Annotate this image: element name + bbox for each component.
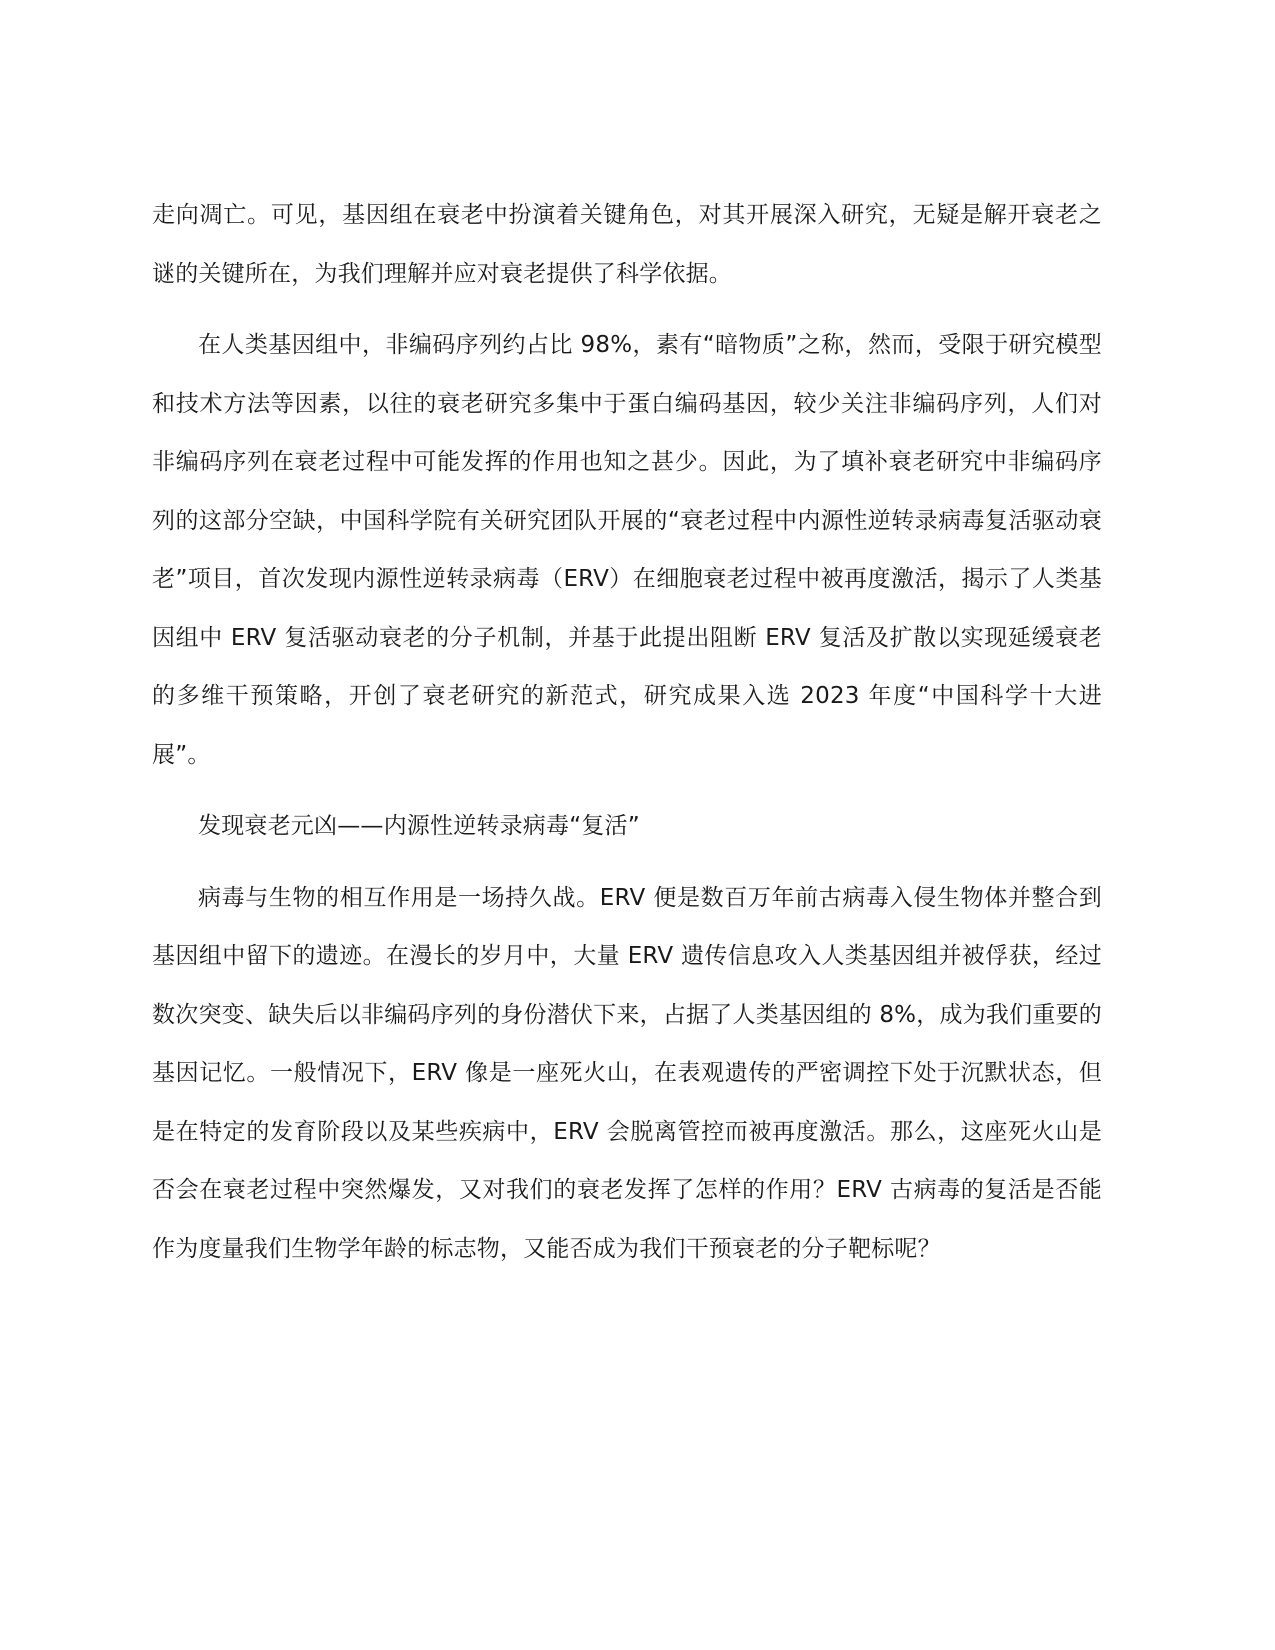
paragraph-aging-conclusion: 走向凋亡。可见，基因组在衰老中扮演着关键角色，对其开展深入研究，无疑是解开衰老之谜的关键所在，为我们理解并应对衰老提供了科学依据。	[152, 202, 1102, 287]
document-body	[152, 186, 1102, 1278]
paragraph-spacer	[152, 856, 1102, 869]
paragraph-spacer	[152, 784, 1102, 797]
paragraph-erv-virus: 病毒与生物的相互作用是一场持久战。ERV 便是数百万年前古病毒入侵生物体并整合到基因组中留下的遗迹。在漫长的岁月中，大量 ERV 遗传信息攻入人类基因组并被俘获，经过数次突变、缺失后以非编码序列的身份潜伏下来，占据了人类基因组的 8%，成为我们重要的基因记忆。一般情况下，ERV 像是一座死火山，在表观遗传的严密调控下处于沉默状态，但是在特定的发育阶段以及某些疾病中，ERV 会脱离管控而被再度激活。那么，这座死火山是否会在衰老过程中突然爆发，又对我们的衰老发挥了怎样的作用？ERV 古病毒的复活是否能作为度量我们生物学年龄的标志物，又能否成为我们干预衰老的分子靶标呢？	[152, 884, 1102, 1262]
paragraph-spacer	[152, 303, 1102, 316]
paragraph-noncoding-research: 在人类基因组中，非编码序列约占比 98%，素有“暗物质”之称，然而，受限于研究模型和技术方法等因素，以往的衰老研究多集中于蛋白编码基因，较少关注非编码序列，人们对非编码序列在衰老过程中可能发挥的作用也知之甚少。因此，为了填补衰老研究中非编码序列的这部分空缺，中国科学院有关研究团队开展的“衰老过程中内源性逆转录病毒复活驱动衰老”项目，首次发现内源性逆转录病毒（ERV）在细胞衰老过程中被再度激活，揭示了人类基因组中 ERV 复活驱动衰老的分子机制，并基于此提出阻断 ERV 复活及扩散以实现延缓衰老的多维干预策略，开创了衰老研究的新范式，研究成果入选 2023 年度“中国科学十大进展”。	[152, 332, 1102, 768]
section-heading: 发现衰老元凶——内源性逆转录病毒“复活”	[198, 813, 640, 839]
